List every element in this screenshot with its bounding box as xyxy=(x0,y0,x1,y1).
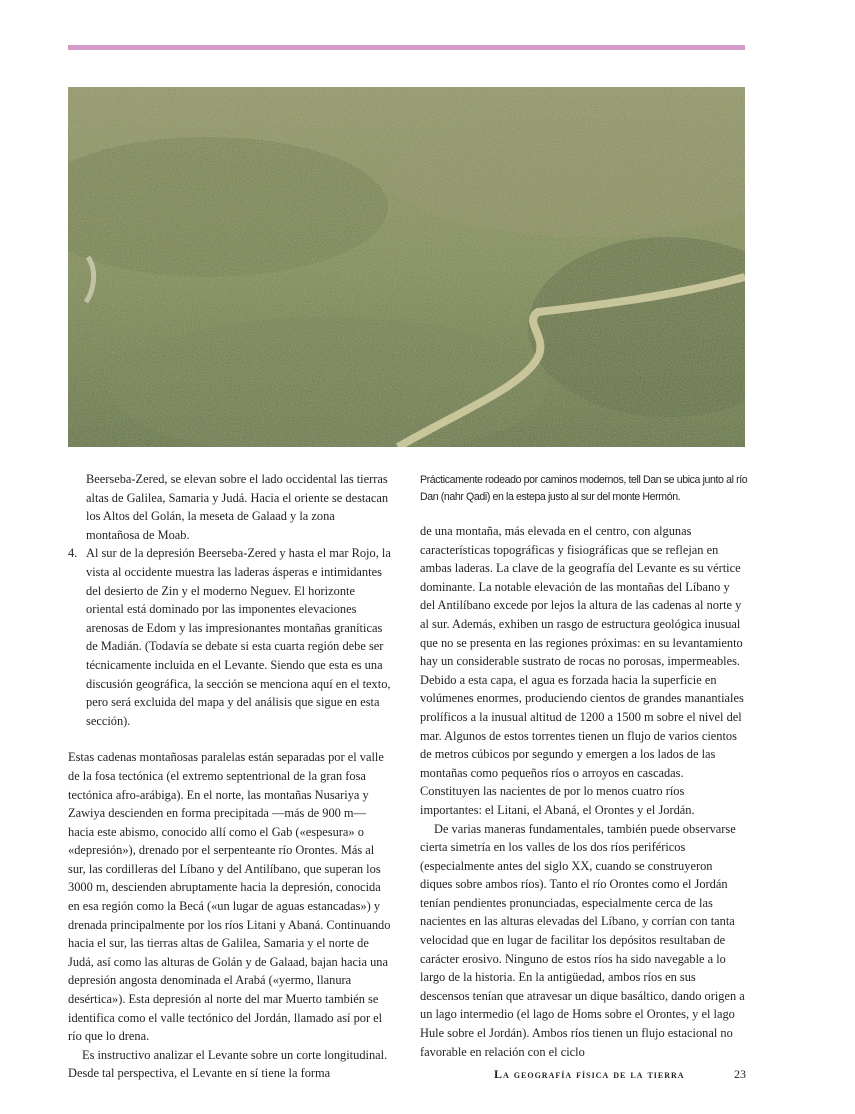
paragraph: De varias maneras fundamentales, también puede observarse cierta simetría en los valles de los dos ríos periféricos (especialmente antes del siglo XX, cuando se construyeron diques sobre ambos ríos). Tanto el río Orontes como el Jordán tenían pendientes pronunciadas, especialmente cerca de las nacientes en las alturas elevadas del Líbano, y corrían con tanta velocidad que en lugar de facilitar los depósitos resultaban de carácter erosivo. Ninguno de estos ríos ha sido navegable a lo largo de la historia. En la antigüedad, ambos ríos en sus descensos tenían que atravesar un dique basáltico, dando origen a un lago intermedio (el lago de Homs sobre el Orontes, y el lago Hule sobre el Jordán). Ambos ríos tienen un flujo estacional no favorable en relación con el ciclo xyxy=(420,821,745,1059)
list-item-4 xyxy=(68,544,391,730)
page-footer xyxy=(494,1067,754,1085)
running-title: La geografía física de la tierra xyxy=(494,1067,685,1081)
paragraph: de una montaña, más elevada en el centro, con algunas características topográficas y fisiográficas que se reflejan en ambas laderas. La clave de la geografía del Levante es su vértice dominante. La notable elevación de las montañas del Líbano y del Antilíbano excede por lejos la altura de las cadenas al norte y al sur. Además, exhiben un rasgo de estructura geológica inusual que no se presenta en las regiones próximas: en su levantamiento hay un considerable sustrato de rocas no porosas, impermeables. Debido a esta capa, el agua es forzada hacia la superficie en volúmenes enormes, produciendo cientos de grandes manantiales prolíficos a la inusual altitud de 1200 a 1500 m sobre el nivel del mar. Algunos de estos torrentes tienen un flujo de varios cientos de metros cúbicos por segundo y emergen a los lados de las montañas como pequeños ríos o arroyos en cascadas. Constituyen las nacientes de por lo menos cuatro ríos importantes: el Litani, el Abaná, el Orontes y el Jordán. xyxy=(420,524,744,817)
aerial-photo-image xyxy=(68,87,745,447)
list-item-3-continued: Beerseba-Zered, se elevan sobre el lado occidental las tierras altas de Galilea, Samaria y Judá. Hacia el oriente se destacan los Altos del Golán, la meseta de Galaad y la zona montañosa de Moab. xyxy=(86,472,389,542)
paragraph: Estas cadenas montañosas paralelas están separadas por el valle de la fosa tectónica (el extremo septentrional de la gran fosa tectónica afro-arábiga). En el norte, las montañas Nusariya y Zawiya descienden en forma precipitada —más de 900 m— hacia este abismo, conocido allí como el Gab («espesura» o «depresión»), drenado por el serpenteante río Orontes. Más al sur, las cordilleras del Líbano y del Antilíbano, que superan los 3000 m, descienden abruptamente hacia la depresión, conocida en esa región como la Becá («un lugar de aguas estancadas») y drenada principalmente por los ríos Litani y Abaná. Continuando hacia el sur, las tierras altas de Galilea, Samaria y el norte de Judá, así como las alturas de Golán y de Galaad, bajan hacia una depresión angosta denominada el Arabá («yermo, llanura desértica»). Esta depresión al norte del mar Muerto también se identifica como el valle tectónico del Jordán, llamado así por el río que lo drena. xyxy=(68,750,391,1044)
list-item-text: Al sur de la depresión Beerseba-Zered y hasta el mar Rojo, la vista al occidente muestra las laderas ásperas e intimidantes del desierto de Zin y el moderno Neguev. El horizonte oriental está dominado por las imponentes elevaciones arenosas de Edom y las impresionantes montañas graníticas de Madián. (Todavía se debate si esta cuarta región debe ser técnicamente incluida en el Levante. Siendo que esta es una discusión geográfica, la sección se menciona aquí en el texto, pero será excluida del mapa y del análisis que sigue en esta sección). xyxy=(86,546,391,728)
left-column xyxy=(68,470,391,1083)
page-number: 23 xyxy=(734,1067,746,1081)
photo-caption: Prácticamente rodeado por caminos modernos, tell Dan se ubica junto al río Dan (nahr Qadi) en la estepa justo al sur del monte Hermón. xyxy=(420,474,748,503)
list-item-number: 4. xyxy=(68,546,78,561)
paragraph: Es instructivo analizar el Levante sobre un corte longitudinal. Desde tal perspectiva, el Levante en sí tiene la forma xyxy=(68,1047,388,1081)
right-column xyxy=(420,522,746,1061)
header-rule xyxy=(68,45,745,50)
aerial-photo xyxy=(68,87,745,447)
